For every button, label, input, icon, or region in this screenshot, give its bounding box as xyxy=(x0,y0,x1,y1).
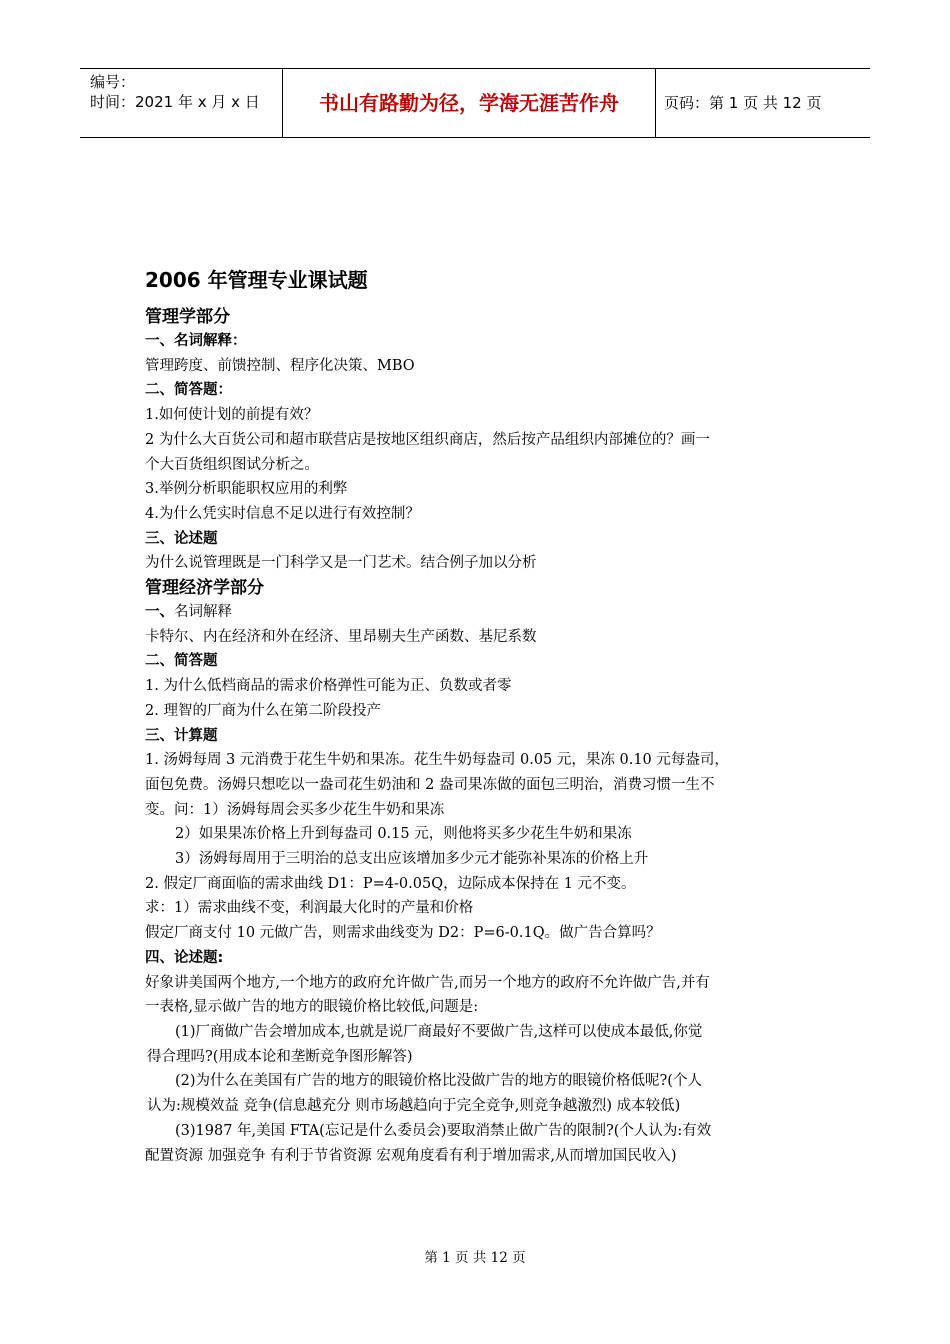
sub-question: 2）如果果冻价格上升到每盎司 0.15 元，则他将买多少花生牛奶和果冻 xyxy=(175,826,632,843)
document-title: 2006 年管理专业课试题 xyxy=(145,268,368,292)
question-heading: 三、计算题 xyxy=(145,727,218,744)
paragraph-line: 2. 假定厂商面临的需求曲线 D1：P=4-0.05Q，边际成本保持在 1 元不变。 xyxy=(145,875,636,892)
sub-question-cont: 配置资源 加强竞争 有利于节省资源 宏观角度看有利于增加需求,从而增加国民收入) xyxy=(145,1147,677,1164)
number-label: 编号： xyxy=(90,73,136,91)
list-item: 3.举例分析职能职权应用的利弊 xyxy=(145,481,348,498)
page-footer: 第 1 页 共 12 页 xyxy=(424,1250,526,1266)
list-item: 1. 为什么低档商品的需求价格弹性可能为正、负数或者零 xyxy=(145,678,512,695)
paragraph-line: 假定厂商支付 10 元做广告，则需求曲线变为 D2：P=6-0.1Q。做广告合算吗？ xyxy=(145,925,661,942)
sub-question-cont: 认为:规模效益 竞争(信息越充分 则市场越趋向于完全竞争,则竞争越激烈) 成本较低) xyxy=(147,1098,681,1115)
paragraph: 卡特尔、内在经济和外在经济、里昂剔夫生产函数、基尼系数 xyxy=(145,628,537,645)
question-heading: 四、论述题: xyxy=(145,949,224,966)
paragraph-line: 1. 汤姆每周 3 元消费于花生牛奶和果冻。花生牛奶每盎司 0.05 元，果冻 0.10 元每盎司， xyxy=(145,752,729,769)
question-title: 名词解释 xyxy=(174,604,232,621)
sub-question: (1)厂商做广告会增加成本,也就是说厂商最好不要做广告,这样可以使成本最低,你觉 xyxy=(175,1023,703,1040)
question-heading: 一、名词解释： xyxy=(145,333,247,349)
paragraph-line: 面包免费。汤姆只想吃以一盎司花生奶油和 2 盎司果冻做的面包三明治，消费习惯一生不 xyxy=(145,776,715,793)
list-item: 2 为什么大百货公司和超市联营店是按地区组织商店，然后按产品组织内部摊位的？画一 xyxy=(145,431,710,448)
question-heading: 三、论述题 xyxy=(145,530,218,547)
time-label: 时间：2021 年 x 月 x 日 xyxy=(90,93,260,111)
list-item: 个大百货组织图试分析之。 xyxy=(145,456,319,473)
sub-question: (2)为什么在美国有广告的地方的眼镜价格比没做广告的地方的眼镜价格低呢?(个人 xyxy=(175,1073,702,1090)
question-heading: 二、简答题 xyxy=(145,653,218,670)
list-item: 2. 理智的厂商为什么在第二阶段投产 xyxy=(145,702,381,719)
question-heading: 二、简答题： xyxy=(145,382,232,399)
page-header xyxy=(80,68,870,138)
list-item: 1.如何使计划的前提有效？ xyxy=(145,407,319,424)
sub-question: (3)1987 年,美国 FTA(忘记是什么委员会)要取消禁止做广告的限制?(个人认为:有效 xyxy=(175,1122,712,1139)
question-number: 一、 xyxy=(145,604,174,621)
paragraph-line: 求：1）需求曲线不变，利润最大化时的产量和价格 xyxy=(145,900,474,917)
sub-question: 3）汤姆每周用于三明治的总支出应该增加多少元才能弥补果冻的价格上升 xyxy=(175,851,649,868)
section-economics: 管理经济学部分 xyxy=(145,578,264,599)
paragraph-line: 变。问：1）汤姆每周会买多少花生牛奶和果冻 xyxy=(145,801,445,818)
motto: 书山有路勤为径，学海无涯苦作舟 xyxy=(283,69,656,137)
paragraph: 为什么说管理既是一门科学又是一门艺术。结合例子加以分析 xyxy=(145,555,537,572)
paragraph: 管理跨度、前馈控制、程序化决策、MBO xyxy=(145,357,415,374)
paragraph-line: 一表格,显示做广告的地方的眼镜价格比较低,问题是: xyxy=(145,999,479,1016)
document-body xyxy=(145,262,815,1168)
sub-question-cont: 得合理吗?(用成本论和垄断竞争图形解答) xyxy=(147,1048,413,1065)
question-heading xyxy=(145,600,815,625)
header-page-number: 页码：第 1 页 共 12 页 xyxy=(664,94,822,112)
list-item: 4.为什么凭实时信息不足以进行有效控制？ xyxy=(145,505,420,522)
header-info-cell xyxy=(80,69,283,137)
paragraph-line: 好象讲美国两个地方,一个地方的政府允许做广告,而另一个地方的政府不允许做广告,并有 xyxy=(145,974,710,991)
section-management: 管理学部分 xyxy=(145,307,230,327)
